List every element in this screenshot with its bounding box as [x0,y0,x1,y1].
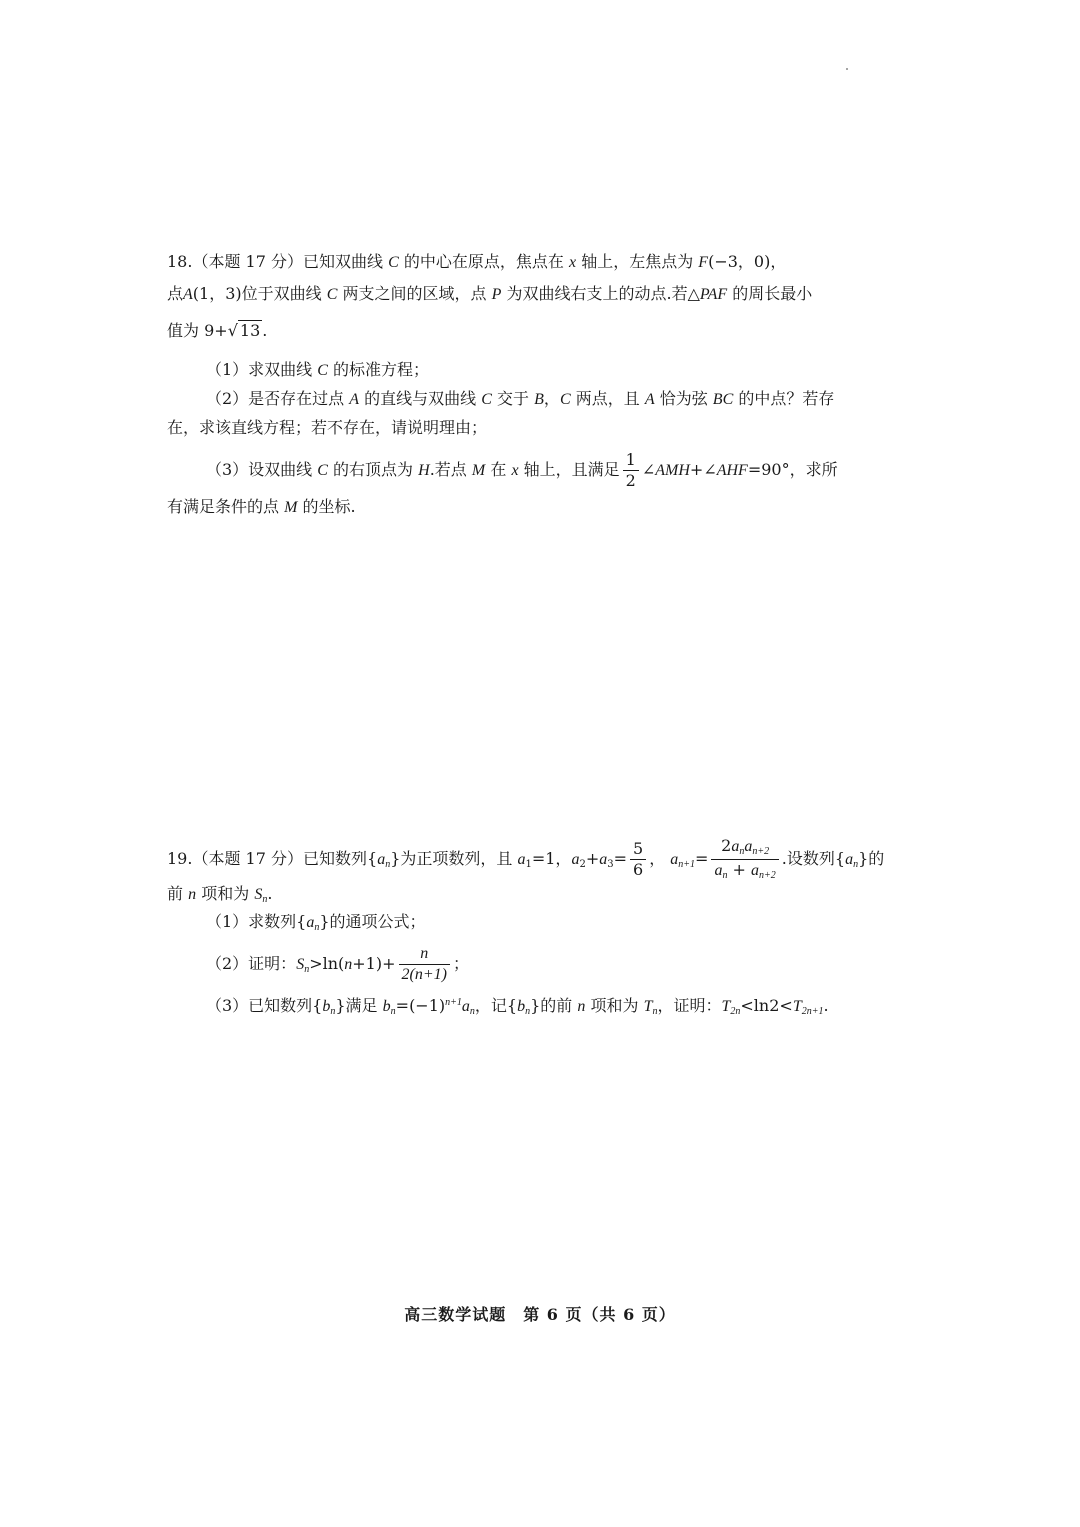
fraction-five-sixths: $\frac{5}{6}$ [630,841,646,878]
recurrence-fraction: $\frac{2a_na_{n+2}}{a_n + a_{n+2}}$ [711,838,778,881]
sqrt-expression: √ 13 [227,321,261,340]
q19-part-1: （1）求数列$\{a_n\}$的通项公式； [206,912,426,933]
q18-line-3: 值为 9+√ 13 . [167,321,268,340]
q18-number: 18. [167,252,193,271]
q19-part-3: （3）已知数列$\{b_n\}$满足 $b_n=(-1)^{n+1}a_n$，记$\{b_n\}$的前 n 项和为 $T_n$，证明：$T_{2n}<\ln 2<T_{2n+1}$. [206,996,829,1017]
q19-number: 19. [167,849,193,868]
q18-part-1: （1）求双曲线 C 的标准方程； [206,360,430,379]
q18-part-2: （2）是否存在过点 A 的直线与双曲线 C 交于 B，C 两点，且 A 恰为弦 BC 的中点？若存 [206,389,835,408]
q18-line-1: 18.（本题 17 分）已知双曲线 C 的中心在原点，焦点在 x 轴上，左焦点为 F(−3，0)， [167,252,787,271]
scan-speck [846,68,848,70]
q18-part-3-cont: 有满足条件的点 M 的坐标. [167,497,356,516]
q19-line-1: 19.（本题 17 分）已知数列$\{a_n\}$为正项数列，且 $a_1=1$，$a_2+a_3=$ $\frac{5}{6}$ ， $a_{n+1}=$ $\frac{2a_na_{n+2}}{a_n + a_{n+2}}$ .设数列$\{a_n\}$的 [167,836,885,881]
q18-part-2-cont: 在，求该直线方程；若不存在，请说明理由； [167,418,488,437]
q19-line-2: 前 n 项和为 $S_n$. [167,884,273,905]
fraction-n-over-2n1: $\frac{n}{2(n+1)}$ [399,946,450,983]
fraction-one-half: $\frac{1}{2}$ [623,452,639,489]
q18-line-2: 点A(1，3)位于双曲线 C 两支之间的区域，点 P 为双曲线右支上的动点.若△PAF 的周长最小 [167,284,813,303]
q19-score: （本题 17 分） [192,849,303,868]
q18-score: （本题 17 分） [192,252,303,271]
q18-part-3: （3）设双曲线 C 的右顶点为 H.若点 M 在 x 轴上，且满足 $\frac{1}{2}$ ∠AMH+∠AHF=90°，求所 [206,450,838,490]
page-footer: 高三数学试题 第 6 页（共 6 页） [404,1305,676,1324]
q19-part-2: （2）证明：$S_n>\ln(n+1)+$ $\frac{n}{2(n+1)}$ ； [206,945,469,983]
